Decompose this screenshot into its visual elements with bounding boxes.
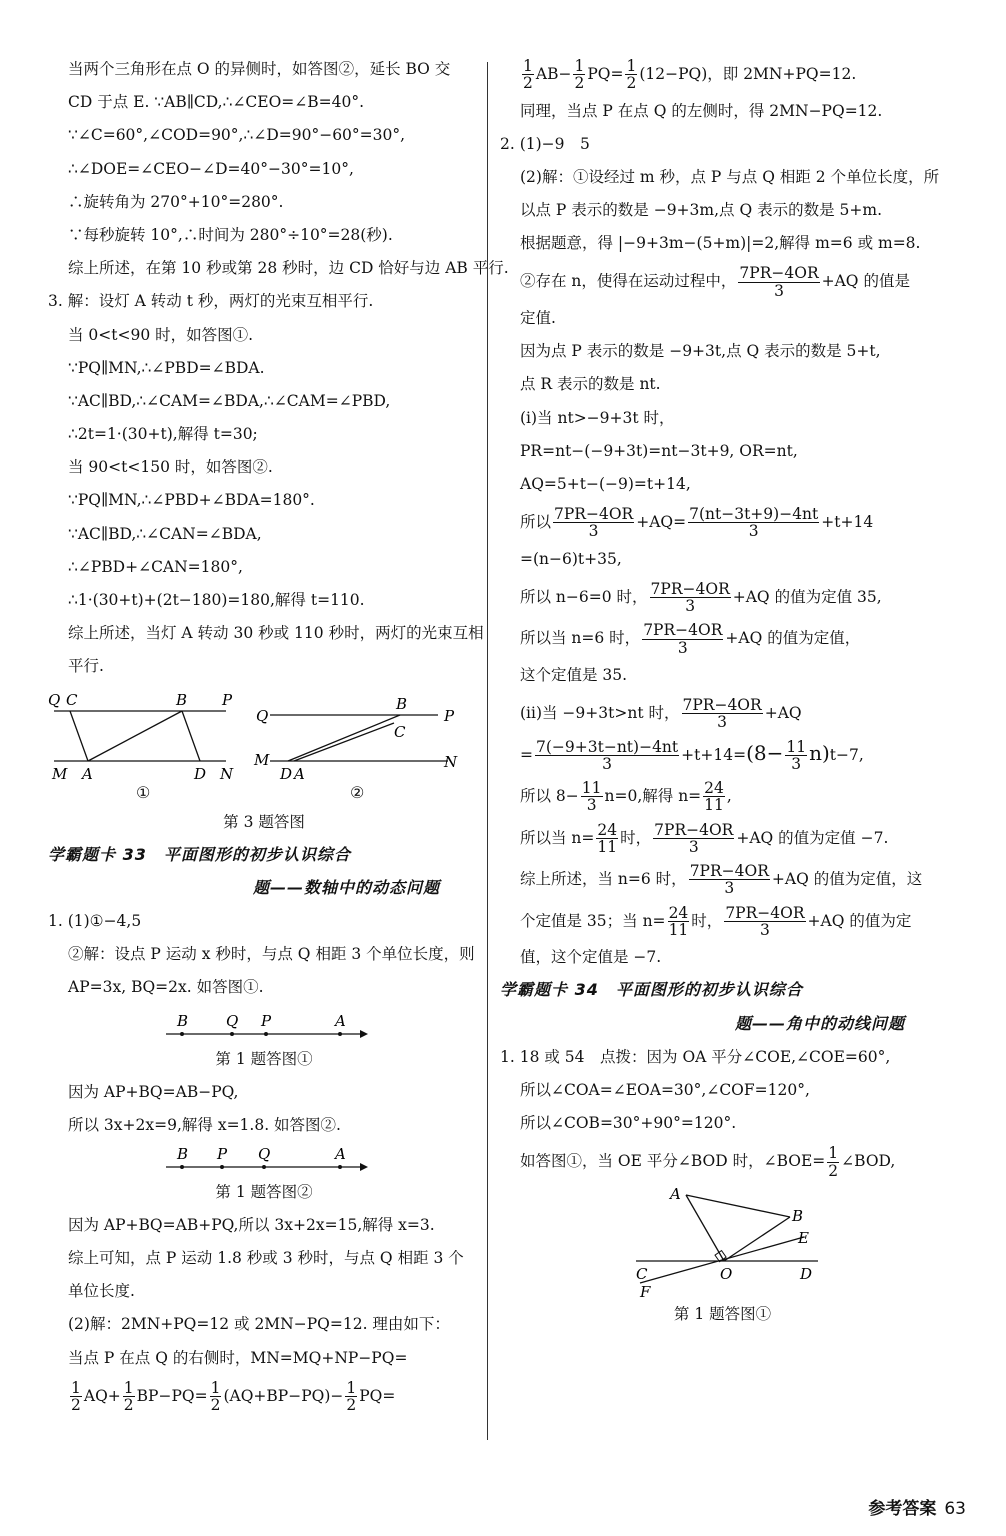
text-line: 因为 AP+BQ=AB−PQ, [68, 1082, 239, 1101]
fraction: $\frac{1}{2}$ [626, 57, 637, 93]
problem-2-heading: 2. (1)−9 5 [500, 134, 590, 153]
text-line-fraction: = $\frac{7(-9+3t-nt)-4nt}{3}$ +t+14=(8− $\frac{11}{3}$ n)t−7, [520, 737, 864, 773]
fraction: $\frac{7PR-4OR}{3}$ [739, 264, 819, 300]
fraction: $\frac{24}{11}$ [704, 779, 724, 815]
text-line: 当 0<t<90 时，如答图①. [68, 325, 254, 344]
problem-3-heading: 3. 解：设灯 A 转动 t 秒，两灯的光束互相平行. [48, 292, 374, 311]
figure-1b-caption: 第 1 题答图② [215, 1182, 313, 1201]
page-number: 63 [944, 1499, 966, 1519]
text-line-fraction: 所以当 n=6 时， $\frac{7PR-4OR}{3}$ +AQ 的值为定值， [520, 621, 861, 657]
text-line: AQ=5+t−(−9)=t+14, [520, 474, 691, 493]
text-line-fraction: 综上所述，当 n=6 时， $\frac{7PR-4OR}{3}$ +AQ 的值为定值，这 [520, 862, 923, 898]
text-line: ∵PQ∥MN,∴∠PBD+∠BDA=180°. [68, 491, 315, 510]
fraction: $\frac{7PR-4OR}{3}$ [689, 862, 769, 898]
text-line: 值，这个定值是 −7. [520, 948, 662, 967]
label-C: C [394, 722, 406, 741]
text-line-fraction: 个定值是 35；当 n= $\frac{24}{11}$ 时， $\frac{7PR-4OR}{3}$ +AQ 的值为定 [520, 903, 912, 940]
figure-right-caption: 第 1 题答图① [673, 1304, 772, 1323]
text-line: 当点 P 在点 Q 的右侧时，MN=MQ+NP−PQ= [68, 1348, 408, 1367]
fraction: $\frac{11}{3}$ [581, 779, 602, 815]
label-A: A [335, 1146, 346, 1163]
text-line-fraction: $\frac{1}{2}$ AB− $\frac{1}{2}$ PQ= $\frac{1}{2}$ (12−PQ)，即 2MN+PQ=12. [523, 57, 857, 93]
figure-number-2: ② [350, 782, 365, 802]
text-line: 同理，当点 P 在点 Q 的左侧时，得 2MN−PQ=12. [520, 101, 883, 120]
problem-1-heading: 1. 18 或 54 点拨：因为 OA 平分∠COE,∠COE=60°, [500, 1047, 891, 1066]
text-line: ∴∠PBD+∠CAN=180°, [68, 557, 243, 576]
text-line: 以点 P 表示的数是 −9+3m,点 Q 表示的数是 5+m. [520, 201, 882, 220]
label-A: A [294, 764, 305, 783]
label-M: M [52, 764, 68, 783]
label-Q: Q [48, 690, 61, 709]
left-column [48, 58, 509, 1421]
text-line: 所以 3x+2x=9,解得 x=1.8. 如答图②. [68, 1115, 341, 1134]
fraction: $\frac{1}{2}$ [210, 1378, 221, 1415]
section-33-subtitle: 题——数轴中的动态问题 [252, 877, 440, 897]
label-D: D [194, 764, 207, 783]
label-M: M [254, 750, 270, 769]
text-line: ∵∠C=60°,∠COD=90°,∴∠D=90°−60°=30°, [68, 126, 406, 145]
text-line-fraction: ②存在 n，使得在运动过程中， $\frac{7PR-4OR}{3}$ +AQ 的值是 [520, 264, 910, 300]
label-O: O [720, 1264, 733, 1283]
text-line-fraction: 所以 $\frac{7PR-4OR}{3}$ +AQ= $\frac{7(nt-3t+9)-4nt}{3}$ +t+14 [520, 505, 874, 541]
text-line: PR=nt−(−9+3t)=nt−3t+9, OR=nt, [520, 441, 798, 460]
label-B: B [176, 690, 188, 709]
fraction: $\frac{7PR-4OR}{3}$ [725, 903, 805, 940]
text-line-fraction: 如答图①，当 OE 平分∠BOD 时，∠BOE= $\frac{1}{2}$ ∠BOD, [520, 1144, 896, 1180]
figure-3-diagrams [48, 689, 468, 789]
fraction: $\frac{24}{11}$ [597, 820, 618, 856]
fraction: $\frac{1}{2}$ [71, 1378, 81, 1415]
right-column [500, 58, 945, 1336]
text-line: (2)解：2MN+PQ=12 或 2MN−PQ=12. 理由如下： [68, 1315, 450, 1334]
text-line: 综上可知，点 P 运动 1.8 秒或 3 秒时，与点 Q 相距 3 个 [68, 1249, 464, 1268]
label-F: F [640, 1282, 651, 1299]
text-line-fraction: (ⅱ)当 −9+3t>nt 时， $\frac{7PR-4OR}{3}$ +AQ [520, 696, 802, 732]
label-P: P [261, 1011, 272, 1030]
fraction: $\frac{1}{2}$ [346, 1378, 357, 1415]
text-line: 当 90<t<150 时，如答图②. [68, 458, 273, 477]
text-line: (2)解：①设经过 m 秒，点 P 与点 Q 相距 2 个单位长度，所 [520, 167, 940, 186]
text-line: =(n−6)t+35, [520, 549, 622, 568]
text-line: ∵PQ∥MN,∴∠PBD=∠BDA. [68, 358, 265, 377]
fraction: $\frac{7PR-4OR}{3}$ [650, 579, 730, 616]
text-line: 根据题意，得 |−9+3m−(5+m)|=2,解得 m=6 或 m=8. [520, 234, 921, 253]
text-line: AP=3x, BQ=2x. 如答图①. [68, 978, 264, 997]
angle-diagram [500, 1187, 940, 1299]
text-line: 因为点 P 表示的数是 −9+3t,点 Q 表示的数是 5+t, [520, 342, 881, 361]
fraction: $\frac{1}{2}$ [828, 1144, 839, 1180]
text-line: (ⅰ)当 nt>−9+3t 时， [520, 408, 675, 427]
text-line: ②解：设点 P 运动 x 秒时，与点 Q 相距 3 个单位长度，则 [68, 945, 475, 964]
page-footer [868, 1494, 966, 1519]
number-line-diagram-2 [48, 1147, 468, 1177]
text-line: 综上所述，当灯 A 转动 30 秒或 110 秒时，两灯的光束互相 [68, 624, 484, 643]
label-B: B [177, 1146, 189, 1163]
text-line: ∵AC∥BD,∴∠CAM=∠BDA,∴∠CAM=∠PBD, [68, 391, 391, 410]
text-line: 定值. [520, 309, 556, 327]
figure-3-caption: 第 3 题答图 [223, 812, 305, 831]
footer-label: 参考答案 [868, 1499, 937, 1519]
fraction: $\frac{7PR-4OR}{3}$ [682, 696, 762, 732]
problem-1-heading: 1. (1)①−4,5 [48, 911, 142, 930]
section-34-subtitle: 题——角中的动线问题 [734, 1013, 905, 1033]
section-33-title: 学霸题卡 33 平面图形的初步认识综合 [48, 844, 351, 864]
label-C: C [636, 1264, 648, 1283]
fraction: $\frac{1}{2}$ [123, 1378, 134, 1415]
text-line: ∵AC∥BD,∴∠CAN=∠BDA, [68, 524, 262, 543]
label-B: B [792, 1206, 804, 1225]
text-line: 这个定值是 35. [520, 665, 628, 684]
figure-1a-caption: 第 1 题答图① [215, 1049, 313, 1068]
fraction: $\frac{7PR-4OR}{3}$ [654, 820, 734, 856]
fraction: $\frac{11}{3}$ [786, 737, 807, 773]
label-A: A [670, 1186, 681, 1203]
text-line: 所以∠COA=∠EOA=30°,∠COF=120°, [520, 1081, 810, 1100]
label-D: D [280, 764, 293, 783]
label-E: E [798, 1228, 809, 1247]
label-N: N [444, 752, 458, 771]
text-line: ∴2t=1·(30+t),解得 t=30; [68, 425, 258, 444]
text-line: 当两个三角形在点 O 的异侧时，如答图②，延长 BO 交 [68, 60, 451, 78]
text-line: ∴1·(30+t)+(2t−180)=180,解得 t=110. [68, 591, 365, 609]
text-line: 综上所述，在第 10 秒或第 28 秒时，边 CD 恰好与边 AB 平行. [68, 259, 509, 278]
label-A: A [335, 1011, 346, 1030]
text-line: ∴旋转角为 270°+10°=280°. [68, 192, 284, 211]
label-B: B [396, 694, 408, 713]
text-line: 因为 AP+BQ=AB+PQ,所以 3x+2x=15,解得 x=3. [68, 1215, 435, 1234]
number-line-diagram-1 [48, 1010, 468, 1044]
text-line: ∴∠DOE=∠CEO−∠D=40°−30°=10°, [68, 159, 354, 178]
text-line: CD 于点 E. ∵AB∥CD,∴∠CEO=∠B=40°. [68, 93, 365, 112]
text-line-fraction: $\frac{1}{2}$ AQ+ $\frac{1}{2}$ BP−PQ= $\frac{1}{2}$ (AQ+BP−PQ)− $\frac{1}{2}$ PQ= [71, 1378, 396, 1415]
text-line: 所以∠COB=30°+90°=120°. [520, 1114, 737, 1133]
label-D: D [800, 1264, 813, 1283]
fraction: $\frac{1}{2}$ [574, 57, 585, 93]
fraction: $\frac{7(-9+3t-nt)-4nt}{3}$ [536, 737, 679, 773]
label-P: P [217, 1146, 228, 1163]
text-line: 平行. [68, 657, 104, 676]
fraction: $\frac{7PR-4OR}{3}$ [554, 505, 634, 541]
label-Q: Q [256, 706, 269, 725]
label-Q: Q [226, 1011, 239, 1030]
label-P: P [222, 690, 233, 709]
text-line-fraction: 所以当 n= $\frac{24}{11}$ 时， $\frac{7PR-4OR}{3}$ +AQ 的值为定值 −7. [520, 820, 889, 856]
fraction: $\frac{7PR-4OR}{3}$ [643, 621, 723, 657]
label-A: A [82, 764, 93, 783]
text-line: 点 R 表示的数是 nt. [520, 375, 661, 394]
label-N: N [220, 764, 234, 783]
label-C: C [66, 690, 78, 709]
fraction: $\frac{1}{2}$ [523, 57, 533, 93]
text-line: ∵每秒旋转 10°,∴时间为 280°÷10°=28(秒). [68, 225, 393, 244]
fraction: $\frac{7(nt-3t+9)-4nt}{3}$ [689, 505, 819, 541]
text-line-fraction: 所以 8− $\frac{11}{3}$ n=0,解得 n= $\frac{24}{11}$ , [520, 779, 732, 815]
text-line: 单位长度. [68, 1282, 135, 1301]
text-line-fraction: 所以 n−6=0 时， $\frac{7PR-4OR}{3}$ +AQ 的值为定值 35, [520, 579, 882, 616]
fraction: $\frac{24}{11}$ [668, 903, 689, 940]
figure-number-1: ① [136, 782, 151, 802]
section-34-title: 学霸题卡 34 平面图形的初步认识综合 [500, 980, 803, 1000]
label-P: P [444, 706, 455, 725]
label-B: B [177, 1011, 189, 1030]
label-Q: Q [258, 1146, 271, 1163]
